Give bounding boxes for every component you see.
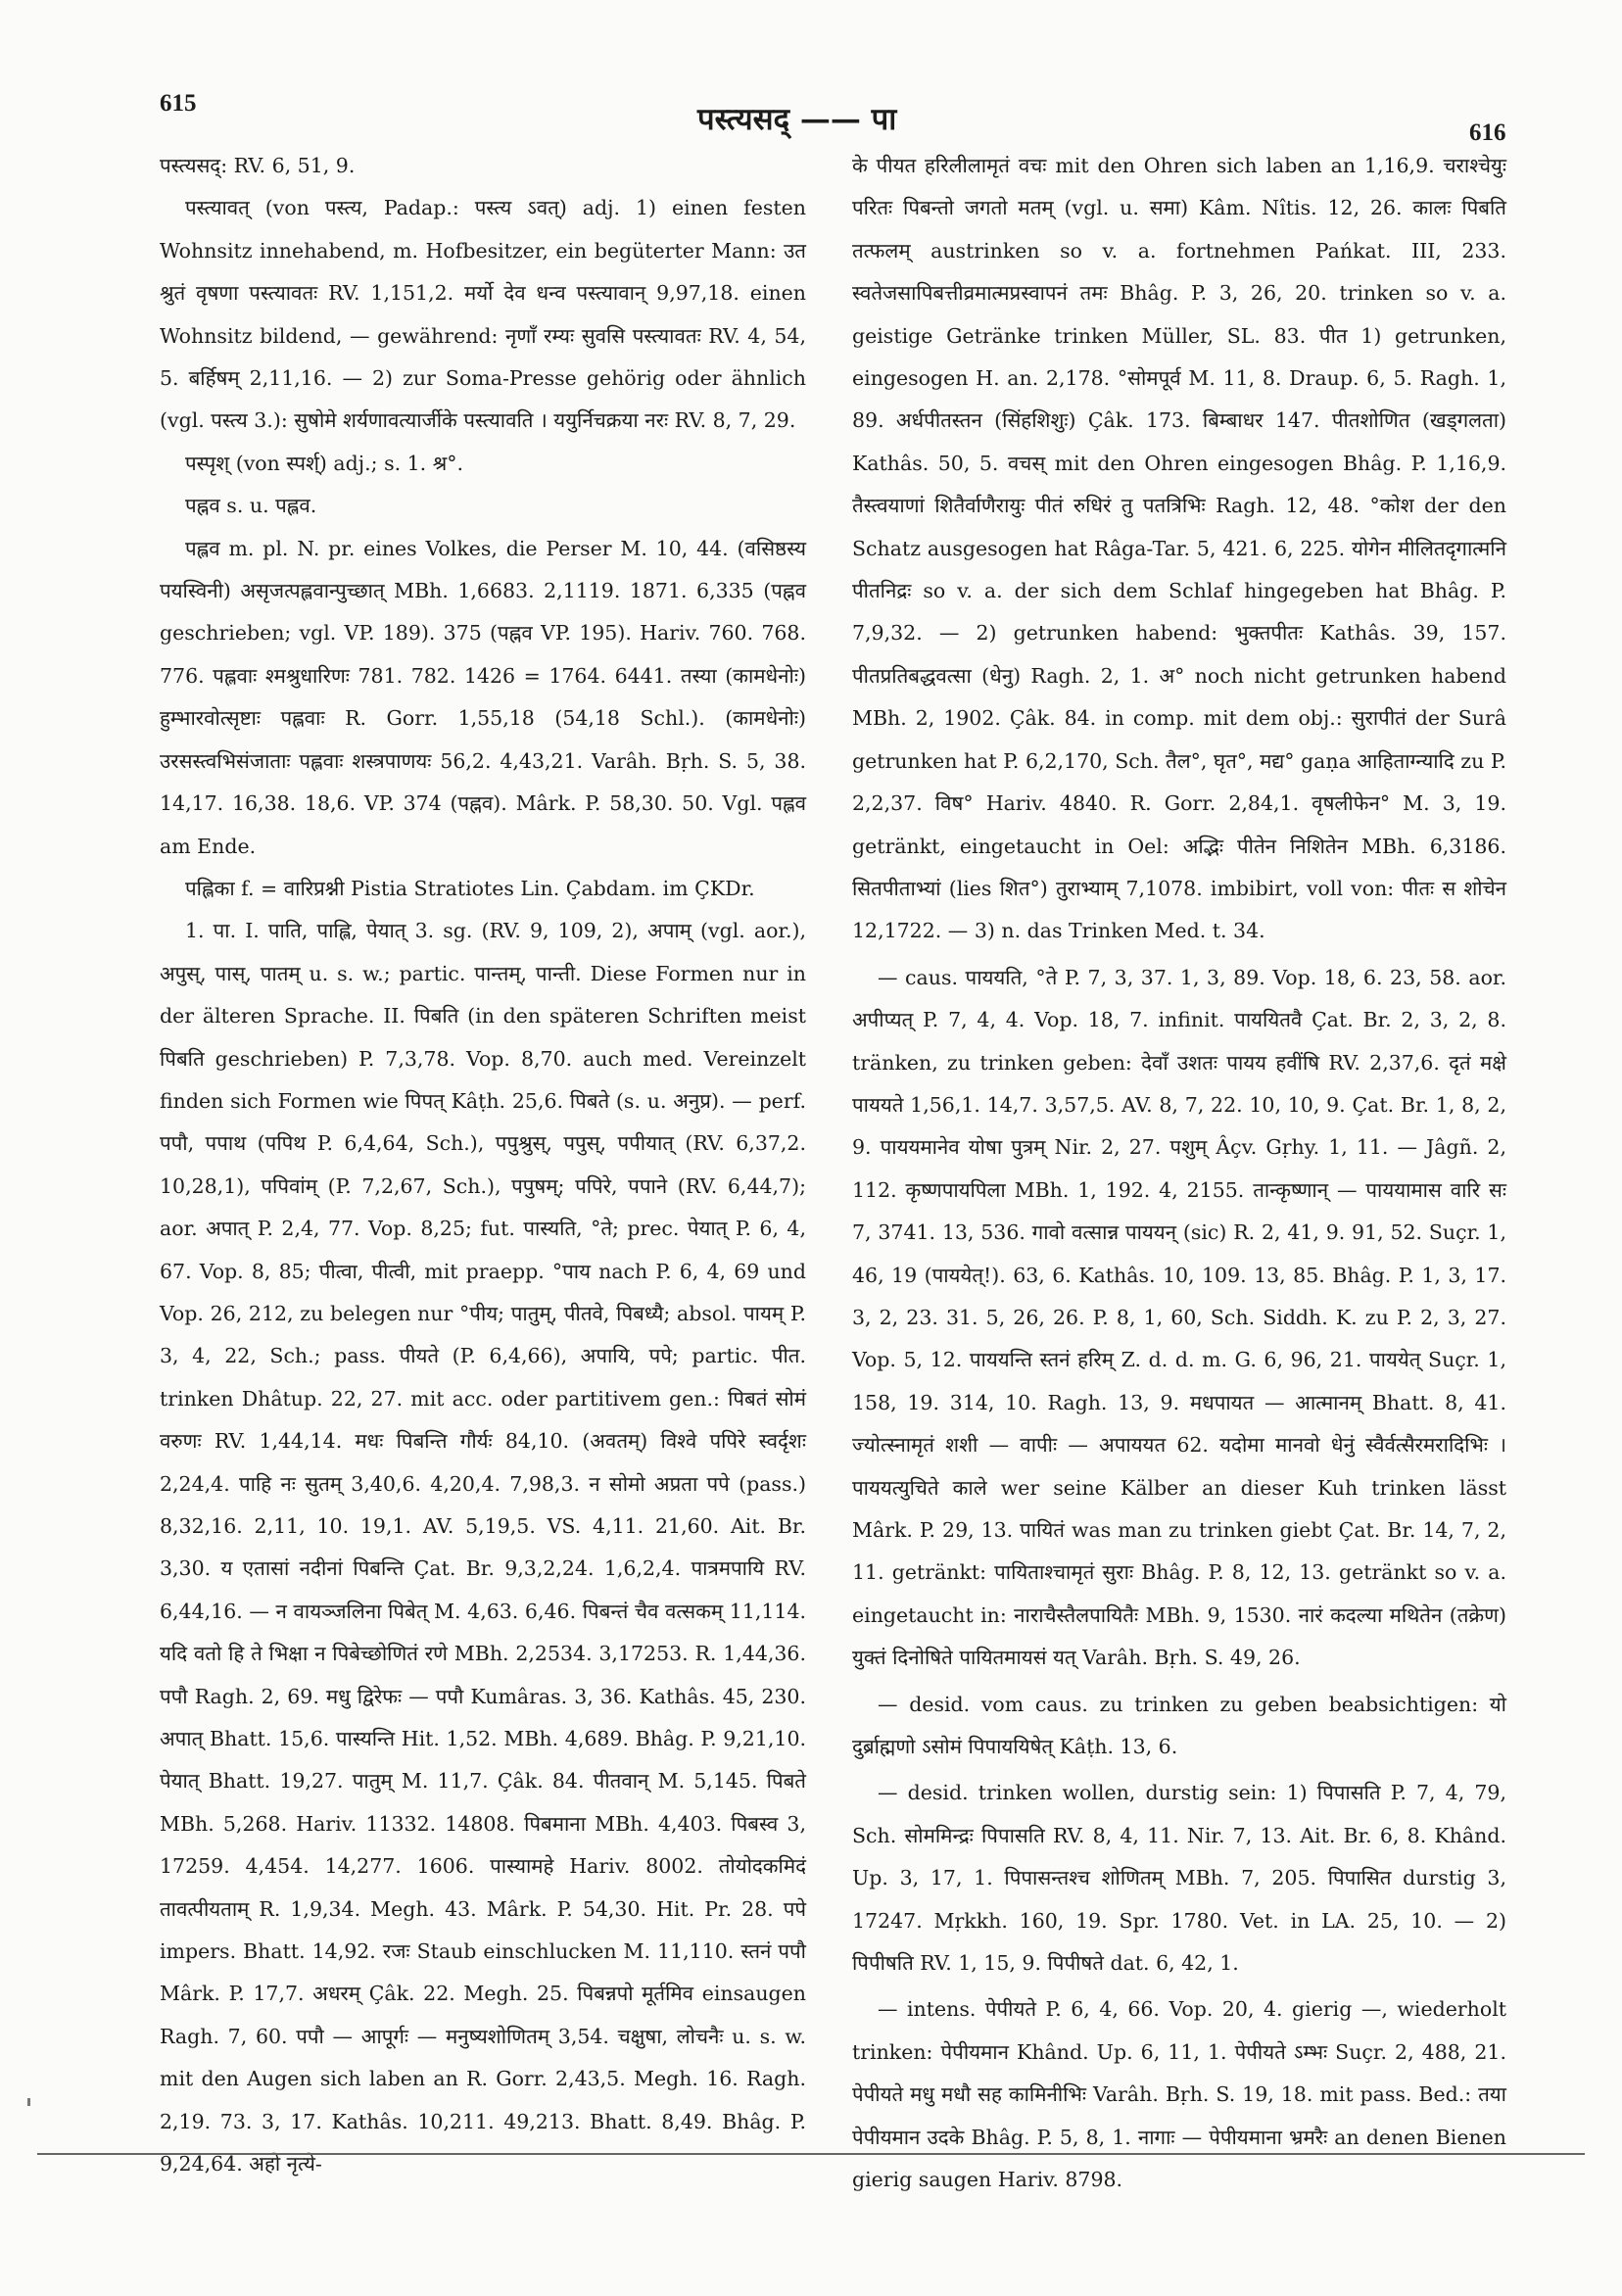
entry-pastyavat: पस्त्यावत् (von पस्त्य, Padap.: पस्त्य ऽवत्) adj. 1) einen festen Wohnsitz innehabend, m. Hofbesitzer, ein begüterter Mann: उत श्रुतं वृषणा पस्त्यावतः RV. 1,151,2. मर्यो देव धन्व पस्त्यावान् 9,97,18. einen Wohnsitz bildend, — gewährend: नृणॉं रम्यः सुवसि पस्त्यावतः RV. 4, 54, 5. बर्हिषम् 2,11,16. — 2) zur Soma-Presse gehörig oder ähnlich (vgl. पस्त्य 3.): सुषोमे शर्यणावत्यार्जीके पस्त्यावति । ययुर्निचक्रया नरः RV. 8, 7, 29. bbox=[160, 196, 806, 433]
page-number-right: 616 bbox=[1469, 120, 1506, 146]
entry-pa-intensive: — intens. पेपीयते P. 6, 4, 66. Vop. 20, 4. gierig —, wiederholt trinken: पेपीयमान Khând. Up. 6, 11, 1. पेपीयते ऽम्भः Suçr. 2, 488, 21. पेपीयते मधु मधौ सह कामिनीभिः Varâh. Bṛh. S. 19, 18. mit pass. Bed.: तया पेपीयमान उदके Bhâg. P. 5, 8, 1. नागाः — पेपीयमाना भ्रमरैः an denen Bienen gierig saugen Hariv. 8798. bbox=[852, 1997, 1506, 2192]
entry-pa-trinken: 1. पा. I. पाति, पाह्लि, पेयात् 3. sg. (RV. 9, 109, 2), अपाम् (vgl. aor.), अपुस्, पास्, पातम् u. s. w.; partic. पान्तम्, पान्ती. Diese Formen nur in der älteren Sprache. II. पिबति (in den späteren Schriften meist पिबति geschrieben) P. 7,3,78. Vop. 8,70. auch med. Vereinzelt finden sich Formen wie पिपत् Kâṭh. 25,6. पिबते (s. u. अनुप्र). — perf. पपौ, पपाथ (पपिथ P. 6,4,64, Sch.), पपुश्रुस्, पपुस्, पपीयात् (RV. 6,37,2. 10,28,1), पपिवांम् (P. 7,2,67, Sch.), पपुषम्; पपिरे, पपाने (RV. 6,44,7); aor. अपात् P. 2,4, 77. Vop. 8,25; fut. पास्यति, °ते; prec. पेयात् P. 6, 4, 67. Vop. 8, 85; पीत्वा, पीत्वी, mit praepp. °पाय nach P. 6, 4, 69 und Vop. 26, 212, zu belegen nur °पीय; पातुम्, पीतवे, पिबध्यै; absol. पायम् P. 3, 4, 22, Sch.; pass. पीयते (P. 6,4,66), अपायि, पपे; partic. पीत. trinken Dhâtup. 22, 27. mit acc. oder partitivem gen.: पिबतं सोमं वरुणः RV. 1,44,14. मधः पिबन्ति गौर्यः 84,10. (अवतम्) विश्वे पपिरे स्वर्दृशः 2,24,4. पाहि नः सुतम् 3,40,6. 4,20,4. 7,98,3. न सोमो अप्रता पपे (pass.) 8,32,16. 2,11, 10. 19,1. AV. 5,19,5. VS. 4,11. 21,60. Ait. Br. 3,30. य एतासां नदीनां पिबन्ति Çat. Br. 9,3,2,24. 1,6,2,4. पात्रमपायि RV. 6,44,16. — न वायञ्जलिना पिबेत् M. 4,63. 6,46. पिबन्तं चैव वत्सकम् 11,114. यदि वतो हि ते भिक्षा न पिबेच्छोणितं रणे MBh. 2,2534. 3,17253. R. 1,44,36. पपौ Ragh. 2, 69. मधु द्विरेफः — पपौ Kumâras. 3, 36. Kathâs. 45, 230. अपात् Bhatt. 15,6. पास्यन्ति Hit. 1,52. MBh. 4,689. Bhâg. P. 9,21,10. पेयात् Bhatt. 19,27. पातुम् M. 11,7. Çâk. 84. पीतवान् M. 5,145. पिबते MBh. 5,268. Hariv. 11332. 14808. पिबमाना MBh. 4,403. पिबस्व 3, 17259. 4,454. 14,277. 1606. पास्यामहे Hariv. 8002. तोयोदकमिदं तावत्पीयताम् R. 1,9,34. Megh. 43. Mârk. P. 54,30. Hit. Pr. 28. पपे impers. Bhatt. 14,92. रजः Staub einschlucken M. 11,110. स्तनं पपौ Mârk. P. 17,7. अधरम् Çâk. 22. Megh. 25. पिबन्नपो मूर्तमिव einsaugen Ragh. 7, 60. पपौ — आपूर्गः — मनुष्यशोणितम् 3,54. चक्षुषा, लोचनैः u. s. w. mit den Augen sich laben an R. Gorr. 2,43,5. Megh. 16. Ragh. 2,19. 73. 3, 17. Kathâs. 10,211. 49,213. Bhatt. 8,49. Bhâg. P. 9,24,64. अहो नृत्ये- bbox=[160, 919, 806, 2176]
entry-pahlika: पह्लिका f. = वारिप्रश्नी Pistia Stratiotes Lin. Çabdam. im ÇKDr. bbox=[185, 876, 755, 900]
bottom-rule bbox=[37, 2153, 1585, 2155]
left-column bbox=[160, 145, 806, 2186]
running-headword: पस्त्यसद् —— पा bbox=[697, 102, 897, 137]
entry-pa-causative: — caus. पाययति, °ते P. 7, 3, 37. 1, 3, 89. Vop. 18, 6. 23, 58. aor. अपीप्यत् P. 7, 4, 4. Vop. 18, 7. infinit. पाययितवै Çat. Br. 2, 3, 2, 8. tränken, zu trinken geben: देवाँ उशतः पायय हवींषि RV. 2,37,6. दृतं मक्षे पाययते 1,56,1. 14,7. 3,57,5. AV. 8, 7, 22. 10, 10, 9. Çat. Br. 1, 8, 2, 9. पाययमानेव योषा पुत्रम् Nir. 2, 27. पशुम् Âçv. Gṛhy. 1, 11. — Jâgñ. 2, 112. कृष्णपायपिला MBh. 1, 192. 4, 2155. तान्कृष्णान् — पाययामास वारि सः 7, 3741. 13, 536. गावो वत्सान्न पाययन् (sic) R. 2, 41, 9. 91, 52. Suçr. 1, 46, 19 (पाययेत्!). 63, 6. Kathâs. 10, 109. 13, 85. Bhâg. P. 1, 3, 17. 3, 2, 23. 31. 5, 26, 26. P. 8, 1, 60, Sch. Siddh. K. zu P. 2, 3, 27. Vop. 5, 12. पाययन्ति स्तनं हरिम् Z. d. d. m. G. 6, 96, 21. पाययेत् Suçr. 1, 158, 19. 314, 10. Ragh. 13, 9. मधपायत — आत्मानम् Bhatt. 8, 41. ज्योत्स्नामृतं शशी — वापीः — अपाययत 62. यदोमा मानवो धेनुं स्वैर्वत्सैरमरादिभिः । पाययत्युचिते काले wer seine Kälber an dieser Kuh trinken lässt Mârk. P. 29, 13. पायितं was man zu trinken giebt Çat. Br. 14, 7, 2, 11. getränkt: पायिताश्चामृतं सुराः Bhâg. P. 8, 12, 13. getränkt so v. a. eingetaucht in: नाराचैस्तैलपायितैः MBh. 9, 1530. नारं कदल्या मथितेन (तक्रेण) युक्तं दिनोषिते पायितमायसं यत् Varâh. Bṛh. S. 49, 26. bbox=[852, 965, 1506, 1670]
page-number-left: 615 bbox=[160, 90, 197, 117]
entry-pa-desiderative: — desid. trinken wollen, durstig sein: 1) पिपासति P. 7, 4, 79, Sch. सोममिन्द्रः पिपासति RV. 8, 4, 11. Nir. 7, 13. Ait. Br. 6, 8. Khând. Up. 3, 17, 1. पिपासन्तश्च शोणितम् MBh. 7, 205. पिपासित durstig 3, 17247. Mṛkkh. 160, 19. Spr. 1780. Vet. in LA. 25, 10. — 2) पिपीषति RV. 1, 15, 9. पिपीषते dat. 6, 42, 1. bbox=[852, 1781, 1506, 1976]
entry-pastyasad: पस्त्यसद्: RV. 6, 51, 9. bbox=[160, 154, 356, 177]
margin-mark bbox=[27, 2098, 30, 2106]
entry-pa-desiderative-causative: — desid. vom caus. zu trinken zu geben beabsichtigen: यो दुर्ब्राह्मणो ऽसोमं पिपाययिषेत् Kâṭh. 13, 6. bbox=[852, 1692, 1506, 1759]
right-column bbox=[852, 145, 1506, 2202]
entry-paspris: पस्पृश् (von स्पर्श्) adj.; s. 1. श्र°. bbox=[185, 451, 463, 475]
entry-pahlava: पह्लव m. pl. N. pr. eines Volkes, die Perser M. 10, 44. (वसिष्ठस्य पयस्विनी) असृजत्पह्लवान्पुच्छात् MBh. 1,6683. 2,1119. 1871. 6,335 (पह्नव geschrieben; vgl. VP. 189). 375 (पह्नव VP. 195). Hariv. 760. 768. 776. पह्लवाः श्मश्रुधारिणः 781. 782. 1426 = 1764. 6441. तस्या (कामधेनोः) हुम्भारवोत्सृष्टाः पह्लवाः R. Gorr. 1,55,18 (54,18 Schl.). (कामधेनोः) उरसस्त्वभिसंजाताः पह्लवाः शस्त्रपाणयः 56,2. 4,43,21. Varâh. Bṛh. S. 5, 38. 14,17. 16,38. 18,6. VP. 374 (पह्नव). Mârk. P. 58,30. 50. Vgl. पह्लव am Ende. bbox=[160, 536, 806, 858]
entry-pahnava: पह्नव s. u. पह्लव. bbox=[185, 494, 317, 518]
entry-pa-continued: के पीयत हरिलीलामृतं वचः mit den Ohren sich laben an 1,16,9. चराश्चेयुः परितः पिबन्तो जगतो मतम् (vgl. u. समा) Kâm. Nîtis. 12, 26. कालः पिबति तत्फलम् austrinken so v. a. fortnehmen Pańkat. III, 233. स्वतेजसापिबत्तीव्रमात्मप्रस्वापनं तमः Bhâg. P. 3, 26, 20. trinken so v. a. geistige Getränke trinken Müller, SL. 83. पीत 1) getrunken, eingesogen H. an. 2,178. °सोमपूर्व M. 11, 8. Draup. 6, 5. Ragh. 1, 89. अर्धपीतस्तन (सिंहशिशुः) Çâk. 173. बिम्बाधर 147. पीतशोणित (खड्गलता) Kathâs. 50, 5. वचस् mit den Ohren eingesogen Bhâg. P. 1,16,9. तैस्त्वयाणां शितैर्वाणैरायुः पीतं रुधिरं तु पतत्रिभिः Ragh. 12, 48. °कोश der den Schatz ausgesogen hat Râga-Tar. 5, 421. 6, 225. योगेन मीलितदृगात्मनि पीतनिद्रः so v. a. der sich dem Schlaf hingegeben hat Bhâg. P. 7,9,32. — 2) getrunken habend: भुक्तपीतः Kathâs. 39, 157. पीतप्रतिबद्धवत्सा (धेनु) Ragh. 2, 1. अ° noch nicht getrunken habend MBh. 2, 1902. Çâk. 84. in comp. mit dem obj.: सुरापीतं der Surâ getrunken hat P. 6,2,170, Sch. तैल°, घृत°, मद्य° gaṇa आहिताग्न्यादि zu P. 2,2,37. विष° Hariv. 4840. R. Gorr. 2,84,1. वृषलीफेन° M. 3, 19. getränkt, eingetaucht in Oel: अद्भिः पीतेन निशितेन MBh. 6,3186. सितपीताभ्यां (lies शित°) तुराभ्याम् 7,1078. imbibirt, voll von: पीतः स शोचेन 12,1722. — 3) n. das Trinken Med. t. 34. bbox=[852, 154, 1506, 943]
